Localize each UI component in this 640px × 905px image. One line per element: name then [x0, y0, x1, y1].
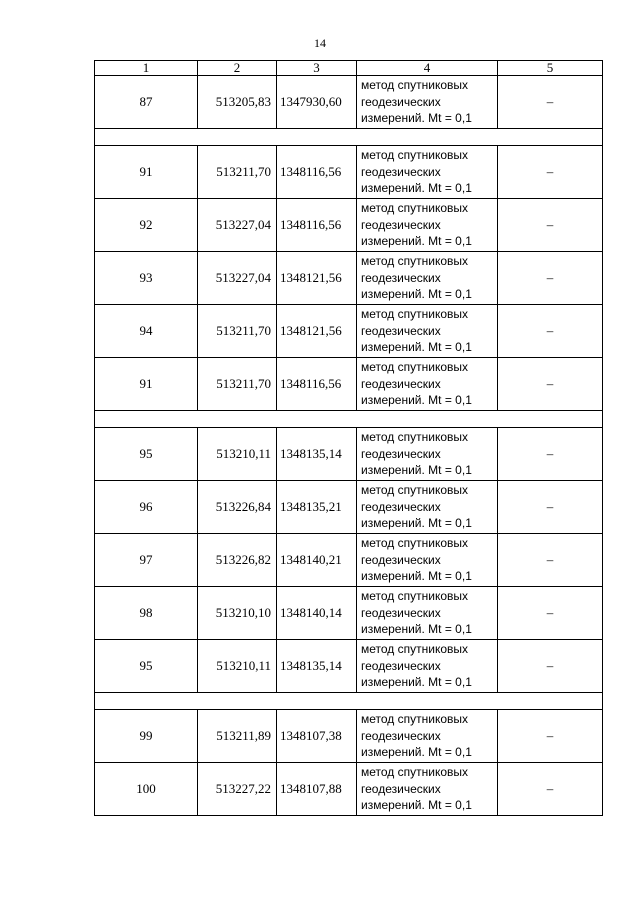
- y-coordinate-cell: 1348121,56: [277, 252, 357, 305]
- x-coordinate-cell: 513227,04: [198, 252, 277, 305]
- point-number-cell: 94: [95, 305, 198, 358]
- method-line: геодезических: [361, 164, 441, 179]
- separator-cell: [95, 129, 603, 146]
- x-coordinate-cell: 513210,10: [198, 587, 277, 640]
- table-row: [95, 534, 603, 587]
- method-line: геодезических: [361, 376, 441, 391]
- header-row: [95, 61, 603, 76]
- method-line: измерений. Mt = 0,1: [361, 798, 472, 813]
- y-coordinate-cell: 1348116,56: [277, 146, 357, 199]
- method-line: измерений. Mt = 0,1: [361, 181, 472, 196]
- point-number-cell: 95: [95, 428, 198, 481]
- x-coordinate-cell: 513211,70: [198, 358, 277, 411]
- method-cell: [357, 710, 498, 763]
- method-line: метод спутниковых: [361, 589, 469, 604]
- separator-row: [95, 129, 603, 146]
- method-line: метод спутниковых: [361, 642, 469, 657]
- header-col-4: 4: [357, 61, 498, 76]
- point-number-cell: 92: [95, 199, 198, 252]
- method-line: геодезических: [361, 270, 441, 285]
- method-cell: [357, 76, 498, 129]
- method-line: геодезических: [361, 446, 441, 461]
- method-line: метод спутниковых: [361, 765, 469, 780]
- separator-row: [95, 411, 603, 428]
- table-row: [95, 76, 603, 129]
- col5-cell: –: [498, 534, 603, 587]
- method-line: измерений. Mt = 0,1: [361, 622, 472, 637]
- col5-cell: –: [498, 587, 603, 640]
- method-line: геодезических: [361, 605, 441, 620]
- x-coordinate-cell: 513210,11: [198, 640, 277, 693]
- col5-cell: –: [498, 763, 603, 816]
- method-line: измерений. Mt = 0,1: [361, 234, 472, 249]
- col5-cell: –: [498, 640, 603, 693]
- col5-cell: –: [498, 146, 603, 199]
- method-line: метод спутниковых: [361, 78, 469, 93]
- y-coordinate-cell: 1348140,14: [277, 587, 357, 640]
- point-number-cell: 96: [95, 481, 198, 534]
- method-line: метод спутниковых: [361, 712, 469, 727]
- method-line: геодезических: [361, 499, 441, 514]
- table-body: [95, 76, 603, 816]
- y-coordinate-cell: 1348140,21: [277, 534, 357, 587]
- table-row: [95, 358, 603, 411]
- col5-cell: –: [498, 76, 603, 129]
- method-line: геодезических: [361, 658, 441, 673]
- header-col-5: 5: [498, 61, 603, 76]
- y-coordinate-cell: 1348135,14: [277, 428, 357, 481]
- method-line: метод спутниковых: [361, 307, 469, 322]
- method-line: геодезических: [361, 94, 441, 109]
- separator-cell: [95, 693, 603, 710]
- method-line: измерений. Mt = 0,1: [361, 569, 472, 584]
- x-coordinate-cell: 513226,82: [198, 534, 277, 587]
- separator-row: [95, 693, 603, 710]
- method-line: измерений. Mt = 0,1: [361, 675, 472, 690]
- method-line: геодезических: [361, 323, 441, 338]
- method-line: метод спутниковых: [361, 430, 469, 445]
- method-cell: [357, 481, 498, 534]
- method-cell: [357, 428, 498, 481]
- col5-cell: –: [498, 481, 603, 534]
- col5-cell: –: [498, 252, 603, 305]
- x-coordinate-cell: 513227,04: [198, 199, 277, 252]
- separator-cell: [95, 411, 603, 428]
- point-number-cell: 98: [95, 587, 198, 640]
- method-cell: [357, 199, 498, 252]
- x-coordinate-cell: 513211,70: [198, 305, 277, 358]
- method-line: геодезических: [361, 781, 441, 796]
- coordinates-table: [94, 60, 603, 816]
- col5-cell: –: [498, 199, 603, 252]
- method-cell: [357, 587, 498, 640]
- col5-cell: –: [498, 358, 603, 411]
- table-row: [95, 763, 603, 816]
- method-line: геодезических: [361, 217, 441, 232]
- y-coordinate-cell: 1348116,56: [277, 358, 357, 411]
- method-cell: [357, 146, 498, 199]
- method-cell: [357, 640, 498, 693]
- table-row: [95, 146, 603, 199]
- header-col-2: 2: [198, 61, 277, 76]
- method-cell: [357, 534, 498, 587]
- y-coordinate-cell: 1347930,60: [277, 76, 357, 129]
- table-row: [95, 640, 603, 693]
- point-number-cell: 91: [95, 146, 198, 199]
- point-number-cell: 93: [95, 252, 198, 305]
- table-row: [95, 710, 603, 763]
- col5-cell: –: [498, 305, 603, 358]
- table-row: [95, 305, 603, 358]
- method-cell: [357, 763, 498, 816]
- col5-cell: –: [498, 710, 603, 763]
- method-line: измерений. Mt = 0,1: [361, 287, 472, 302]
- method-cell: [357, 358, 498, 411]
- method-line: измерений. Mt = 0,1: [361, 393, 472, 408]
- y-coordinate-cell: 1348107,88: [277, 763, 357, 816]
- method-line: измерений. Mt = 0,1: [361, 516, 472, 531]
- method-line: метод спутниковых: [361, 148, 469, 163]
- table-row: [95, 428, 603, 481]
- x-coordinate-cell: 513210,11: [198, 428, 277, 481]
- method-cell: [357, 252, 498, 305]
- point-number-cell: 100: [95, 763, 198, 816]
- point-number-cell: 87: [95, 76, 198, 129]
- point-number-cell: 91: [95, 358, 198, 411]
- point-number-cell: 99: [95, 710, 198, 763]
- method-line: метод спутниковых: [361, 201, 469, 216]
- point-number-cell: 95: [95, 640, 198, 693]
- table-row: [95, 252, 603, 305]
- method-line: метод спутниковых: [361, 254, 469, 269]
- point-number-cell: 97: [95, 534, 198, 587]
- x-coordinate-cell: 513211,70: [198, 146, 277, 199]
- method-line: метод спутниковых: [361, 536, 469, 551]
- col5-cell: –: [498, 428, 603, 481]
- page-number: 14: [314, 36, 326, 50]
- method-line: измерений. Mt = 0,1: [361, 111, 472, 126]
- y-coordinate-cell: 1348135,21: [277, 481, 357, 534]
- method-line: измерений. Mt = 0,1: [361, 340, 472, 355]
- method-line: метод спутниковых: [361, 483, 469, 498]
- method-line: измерений. Mt = 0,1: [361, 745, 472, 760]
- table-row: [95, 481, 603, 534]
- table-row: [95, 199, 603, 252]
- method-line: метод спутниковых: [361, 360, 469, 375]
- x-coordinate-cell: 513227,22: [198, 763, 277, 816]
- method-cell: [357, 305, 498, 358]
- header-col-1: 1: [95, 61, 198, 76]
- y-coordinate-cell: 1348121,56: [277, 305, 357, 358]
- x-coordinate-cell: 513211,89: [198, 710, 277, 763]
- y-coordinate-cell: 1348107,38: [277, 710, 357, 763]
- x-coordinate-cell: 513205,83: [198, 76, 277, 129]
- table-row: [95, 587, 603, 640]
- y-coordinate-cell: 1348135,14: [277, 640, 357, 693]
- header-col-3: 3: [277, 61, 357, 76]
- x-coordinate-cell: 513226,84: [198, 481, 277, 534]
- method-line: геодезических: [361, 728, 441, 743]
- method-line: измерений. Mt = 0,1: [361, 463, 472, 478]
- y-coordinate-cell: 1348116,56: [277, 199, 357, 252]
- method-line: геодезических: [361, 552, 441, 567]
